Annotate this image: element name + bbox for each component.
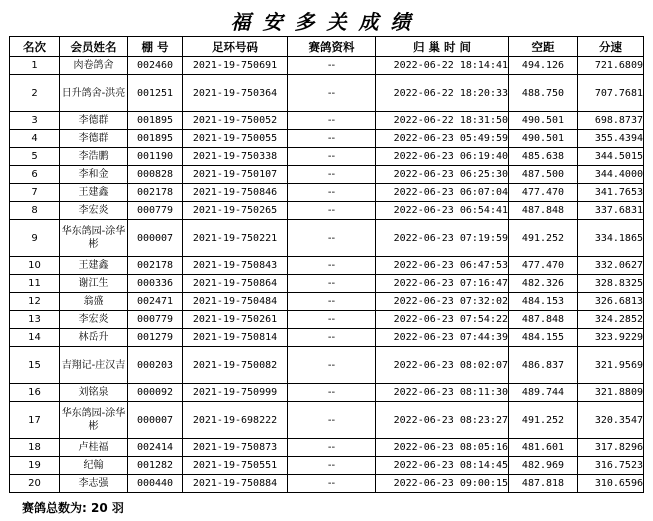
cell-arrival-time: 2022-06-23 06:47:53 [376,257,509,275]
cell-member-name: 李德群 [60,112,128,130]
cell-shed-number: 001279 [128,329,183,347]
cell-arrival-time: 2022-06-22 18:20:33 [376,75,509,112]
cell-pigeon-info: -- [288,293,376,311]
cell-shed-number: 001282 [128,457,183,475]
table-row [10,311,644,329]
cell-pigeon-info: -- [288,57,376,75]
cell-speed: 355.4394 [578,130,644,148]
total-count: 赛鸽总数为: 20 羽 [22,501,124,515]
cell-shed-number: 000440 [128,475,183,493]
cell-distance: 477.470 [509,184,578,202]
cell-rank: 19 [10,457,60,475]
cell-distance: 477.470 [509,257,578,275]
cell-pigeon-info: -- [288,439,376,457]
cell-ring-number: 2021-19-750484 [183,293,288,311]
cell-shed-number: 000007 [128,220,183,257]
cell-ring-number: 2021-19-750864 [183,275,288,293]
cell-distance: 487.818 [509,475,578,493]
cell-speed: 323.9229 [578,329,644,347]
cell-member-name: 日升鸽舍-洪亮 [60,75,128,112]
cell-member-name: 华东鸽园-涂华彬 [60,402,128,439]
cell-arrival-time: 2022-06-23 07:32:02 [376,293,509,311]
cell-pigeon-info: -- [288,184,376,202]
cell-rank: 8 [10,202,60,220]
table-row [10,257,644,275]
cell-distance: 489.744 [509,384,578,402]
cell-speed: 316.7523 [578,457,644,475]
header-name: 会员姓名 [60,37,128,57]
header-speed: 分速 [578,37,644,57]
cell-member-name: 李和金 [60,166,128,184]
cell-shed-number: 001895 [128,112,183,130]
cell-distance: 490.501 [509,112,578,130]
table-row [10,202,644,220]
cell-member-name: 李德群 [60,130,128,148]
cell-arrival-time: 2022-06-23 09:00:15 [376,475,509,493]
cell-arrival-time: 2022-06-23 06:19:40 [376,148,509,166]
cell-member-name: 吉翔记-庄汉吉 [60,347,128,384]
cell-arrival-time: 2022-06-23 07:19:59 [376,220,509,257]
cell-arrival-time: 2022-06-23 07:54:22 [376,311,509,329]
cell-member-name: 李志强 [60,475,128,493]
cell-shed-number: 001190 [128,148,183,166]
cell-ring-number: 2021-19-750221 [183,220,288,257]
cell-member-name: 李浩鹏 [60,148,128,166]
cell-member-name: 刘铭泉 [60,384,128,402]
table-row [10,329,644,347]
cell-distance: 487.848 [509,202,578,220]
cell-distance: 486.837 [509,347,578,384]
table-row [10,148,644,166]
cell-speed: 317.8296 [578,439,644,457]
cell-member-name: 李宏炎 [60,202,128,220]
cell-rank: 18 [10,439,60,457]
table-row [10,439,644,457]
cell-speed: 320.3547 [578,402,644,439]
cell-shed-number: 000779 [128,202,183,220]
cell-pigeon-info: -- [288,329,376,347]
cell-pigeon-info: -- [288,311,376,329]
cell-ring-number: 2021-19-698222 [183,402,288,439]
table-row [10,130,644,148]
cell-rank: 5 [10,148,60,166]
cell-distance: 491.252 [509,402,578,439]
cell-rank: 1 [10,57,60,75]
page-title: 福安多关成绩 [230,10,423,34]
cell-rank: 13 [10,311,60,329]
cell-rank: 20 [10,475,60,493]
cell-pigeon-info: -- [288,402,376,439]
cell-member-name: 纪翰 [60,457,128,475]
table-row [10,166,644,184]
cell-pigeon-info: -- [288,275,376,293]
cell-member-name: 华东鸽园-涂华彬 [60,220,128,257]
cell-ring-number: 2021-19-750691 [183,57,288,75]
cell-pigeon-info: -- [288,202,376,220]
table-row [10,57,644,75]
cell-distance: 484.153 [509,293,578,311]
cell-arrival-time: 2022-06-23 08:02:07 [376,347,509,384]
table-row [10,184,644,202]
table-row [10,293,644,311]
table-row [10,475,644,493]
cell-distance: 482.326 [509,275,578,293]
header-ring: 足环号码 [183,37,288,57]
cell-pigeon-info: -- [288,475,376,493]
cell-pigeon-info: -- [288,257,376,275]
cell-rank: 15 [10,347,60,384]
header-info: 赛鸽资料 [288,37,376,57]
cell-shed-number: 002178 [128,184,183,202]
cell-rank: 14 [10,329,60,347]
cell-shed-number: 001895 [128,130,183,148]
cell-ring-number: 2021-19-750873 [183,439,288,457]
cell-shed-number: 002471 [128,293,183,311]
table-row [10,75,644,112]
table-header-row [10,37,644,57]
cell-arrival-time: 2022-06-23 06:25:30 [376,166,509,184]
cell-ring-number: 2021-19-750052 [183,112,288,130]
cell-shed-number: 000779 [128,311,183,329]
cell-member-name: 翁盛 [60,293,128,311]
cell-distance: 481.601 [509,439,578,457]
table-row [10,384,644,402]
cell-speed: 344.5015 [578,148,644,166]
table-row [10,275,644,293]
cell-distance: 484.155 [509,329,578,347]
cell-rank: 16 [10,384,60,402]
cell-member-name: 谢江生 [60,275,128,293]
cell-shed-number: 002414 [128,439,183,457]
cell-speed: 310.6596 [578,475,644,493]
cell-arrival-time: 2022-06-23 07:16:47 [376,275,509,293]
cell-shed-number: 000092 [128,384,183,402]
cell-distance: 485.638 [509,148,578,166]
cell-speed: 344.4000 [578,166,644,184]
cell-ring-number: 2021-19-750884 [183,475,288,493]
table-row [10,402,644,439]
cell-pigeon-info: -- [288,166,376,184]
cell-shed-number: 002178 [128,257,183,275]
cell-ring-number: 2021-19-750551 [183,457,288,475]
table-row [10,220,644,257]
cell-ring-number: 2021-19-750107 [183,166,288,184]
cell-distance: 482.969 [509,457,578,475]
cell-arrival-time: 2022-06-23 08:05:16 [376,439,509,457]
cell-arrival-time: 2022-06-23 05:49:59 [376,130,509,148]
cell-speed: 324.2852 [578,311,644,329]
cell-speed: 326.6813 [578,293,644,311]
cell-distance: 491.252 [509,220,578,257]
cell-member-name: 李宏炎 [60,311,128,329]
cell-pigeon-info: -- [288,347,376,384]
cell-member-name: 肉卷鸽舍 [60,57,128,75]
cell-distance: 487.500 [509,166,578,184]
cell-ring-number: 2021-19-750055 [183,130,288,148]
cell-ring-number: 2021-19-750338 [183,148,288,166]
cell-rank: 12 [10,293,60,311]
cell-speed: 707.7681 [578,75,644,112]
cell-member-name: 林岳升 [60,329,128,347]
cell-pigeon-info: -- [288,148,376,166]
cell-ring-number: 2021-19-750364 [183,75,288,112]
cell-speed: 721.6809 [578,57,644,75]
cell-distance: 490.501 [509,130,578,148]
cell-ring-number: 2021-19-750082 [183,347,288,384]
cell-pigeon-info: -- [288,384,376,402]
cell-shed-number: 000007 [128,402,183,439]
cell-arrival-time: 2022-06-23 07:44:39 [376,329,509,347]
cell-shed-number: 000336 [128,275,183,293]
cell-arrival-time: 2022-06-23 06:07:04 [376,184,509,202]
cell-speed: 328.8325 [578,275,644,293]
cell-speed: 332.0627 [578,257,644,275]
cell-distance: 494.126 [509,57,578,75]
cell-member-name: 王建鑫 [60,184,128,202]
cell-shed-number: 000203 [128,347,183,384]
cell-rank: 2 [10,75,60,112]
cell-pigeon-info: -- [288,75,376,112]
cell-ring-number: 2021-19-750814 [183,329,288,347]
cell-arrival-time: 2022-06-22 18:14:41 [376,57,509,75]
cell-pigeon-info: -- [288,457,376,475]
cell-speed: 341.7653 [578,184,644,202]
cell-rank: 9 [10,220,60,257]
cell-member-name: 卢桂福 [60,439,128,457]
cell-distance: 487.848 [509,311,578,329]
cell-rank: 3 [10,112,60,130]
cell-rank: 6 [10,166,60,184]
cell-speed: 321.9569 [578,347,644,384]
table-row [10,112,644,130]
cell-speed: 698.8737 [578,112,644,130]
cell-arrival-time: 2022-06-23 08:14:45 [376,457,509,475]
header-shed: 棚 号 [128,37,183,57]
cell-ring-number: 2021-19-750843 [183,257,288,275]
results-table [9,36,644,493]
cell-ring-number: 2021-19-750999 [183,384,288,402]
cell-pigeon-info: -- [288,130,376,148]
cell-arrival-time: 2022-06-23 06:54:41 [376,202,509,220]
table-row [10,347,644,384]
header-distance: 空距 [509,37,578,57]
cell-speed: 334.1865 [578,220,644,257]
cell-distance: 488.750 [509,75,578,112]
cell-speed: 321.8809 [578,384,644,402]
cell-shed-number: 000828 [128,166,183,184]
cell-rank: 4 [10,130,60,148]
cell-ring-number: 2021-19-750846 [183,184,288,202]
cell-ring-number: 2021-19-750261 [183,311,288,329]
cell-shed-number: 001251 [128,75,183,112]
cell-ring-number: 2021-19-750265 [183,202,288,220]
cell-arrival-time: 2022-06-23 08:23:27 [376,402,509,439]
header-rank: 名次 [10,37,60,57]
header-time: 归 巢 时 间 [376,37,509,57]
cell-member-name: 王建鑫 [60,257,128,275]
cell-arrival-time: 2022-06-22 18:31:50 [376,112,509,130]
cell-shed-number: 002460 [128,57,183,75]
cell-rank: 11 [10,275,60,293]
table-row [10,457,644,475]
cell-pigeon-info: -- [288,112,376,130]
cell-rank: 17 [10,402,60,439]
cell-pigeon-info: -- [288,220,376,257]
cell-speed: 337.6831 [578,202,644,220]
cell-rank: 7 [10,184,60,202]
cell-rank: 10 [10,257,60,275]
cell-arrival-time: 2022-06-23 08:11:30 [376,384,509,402]
